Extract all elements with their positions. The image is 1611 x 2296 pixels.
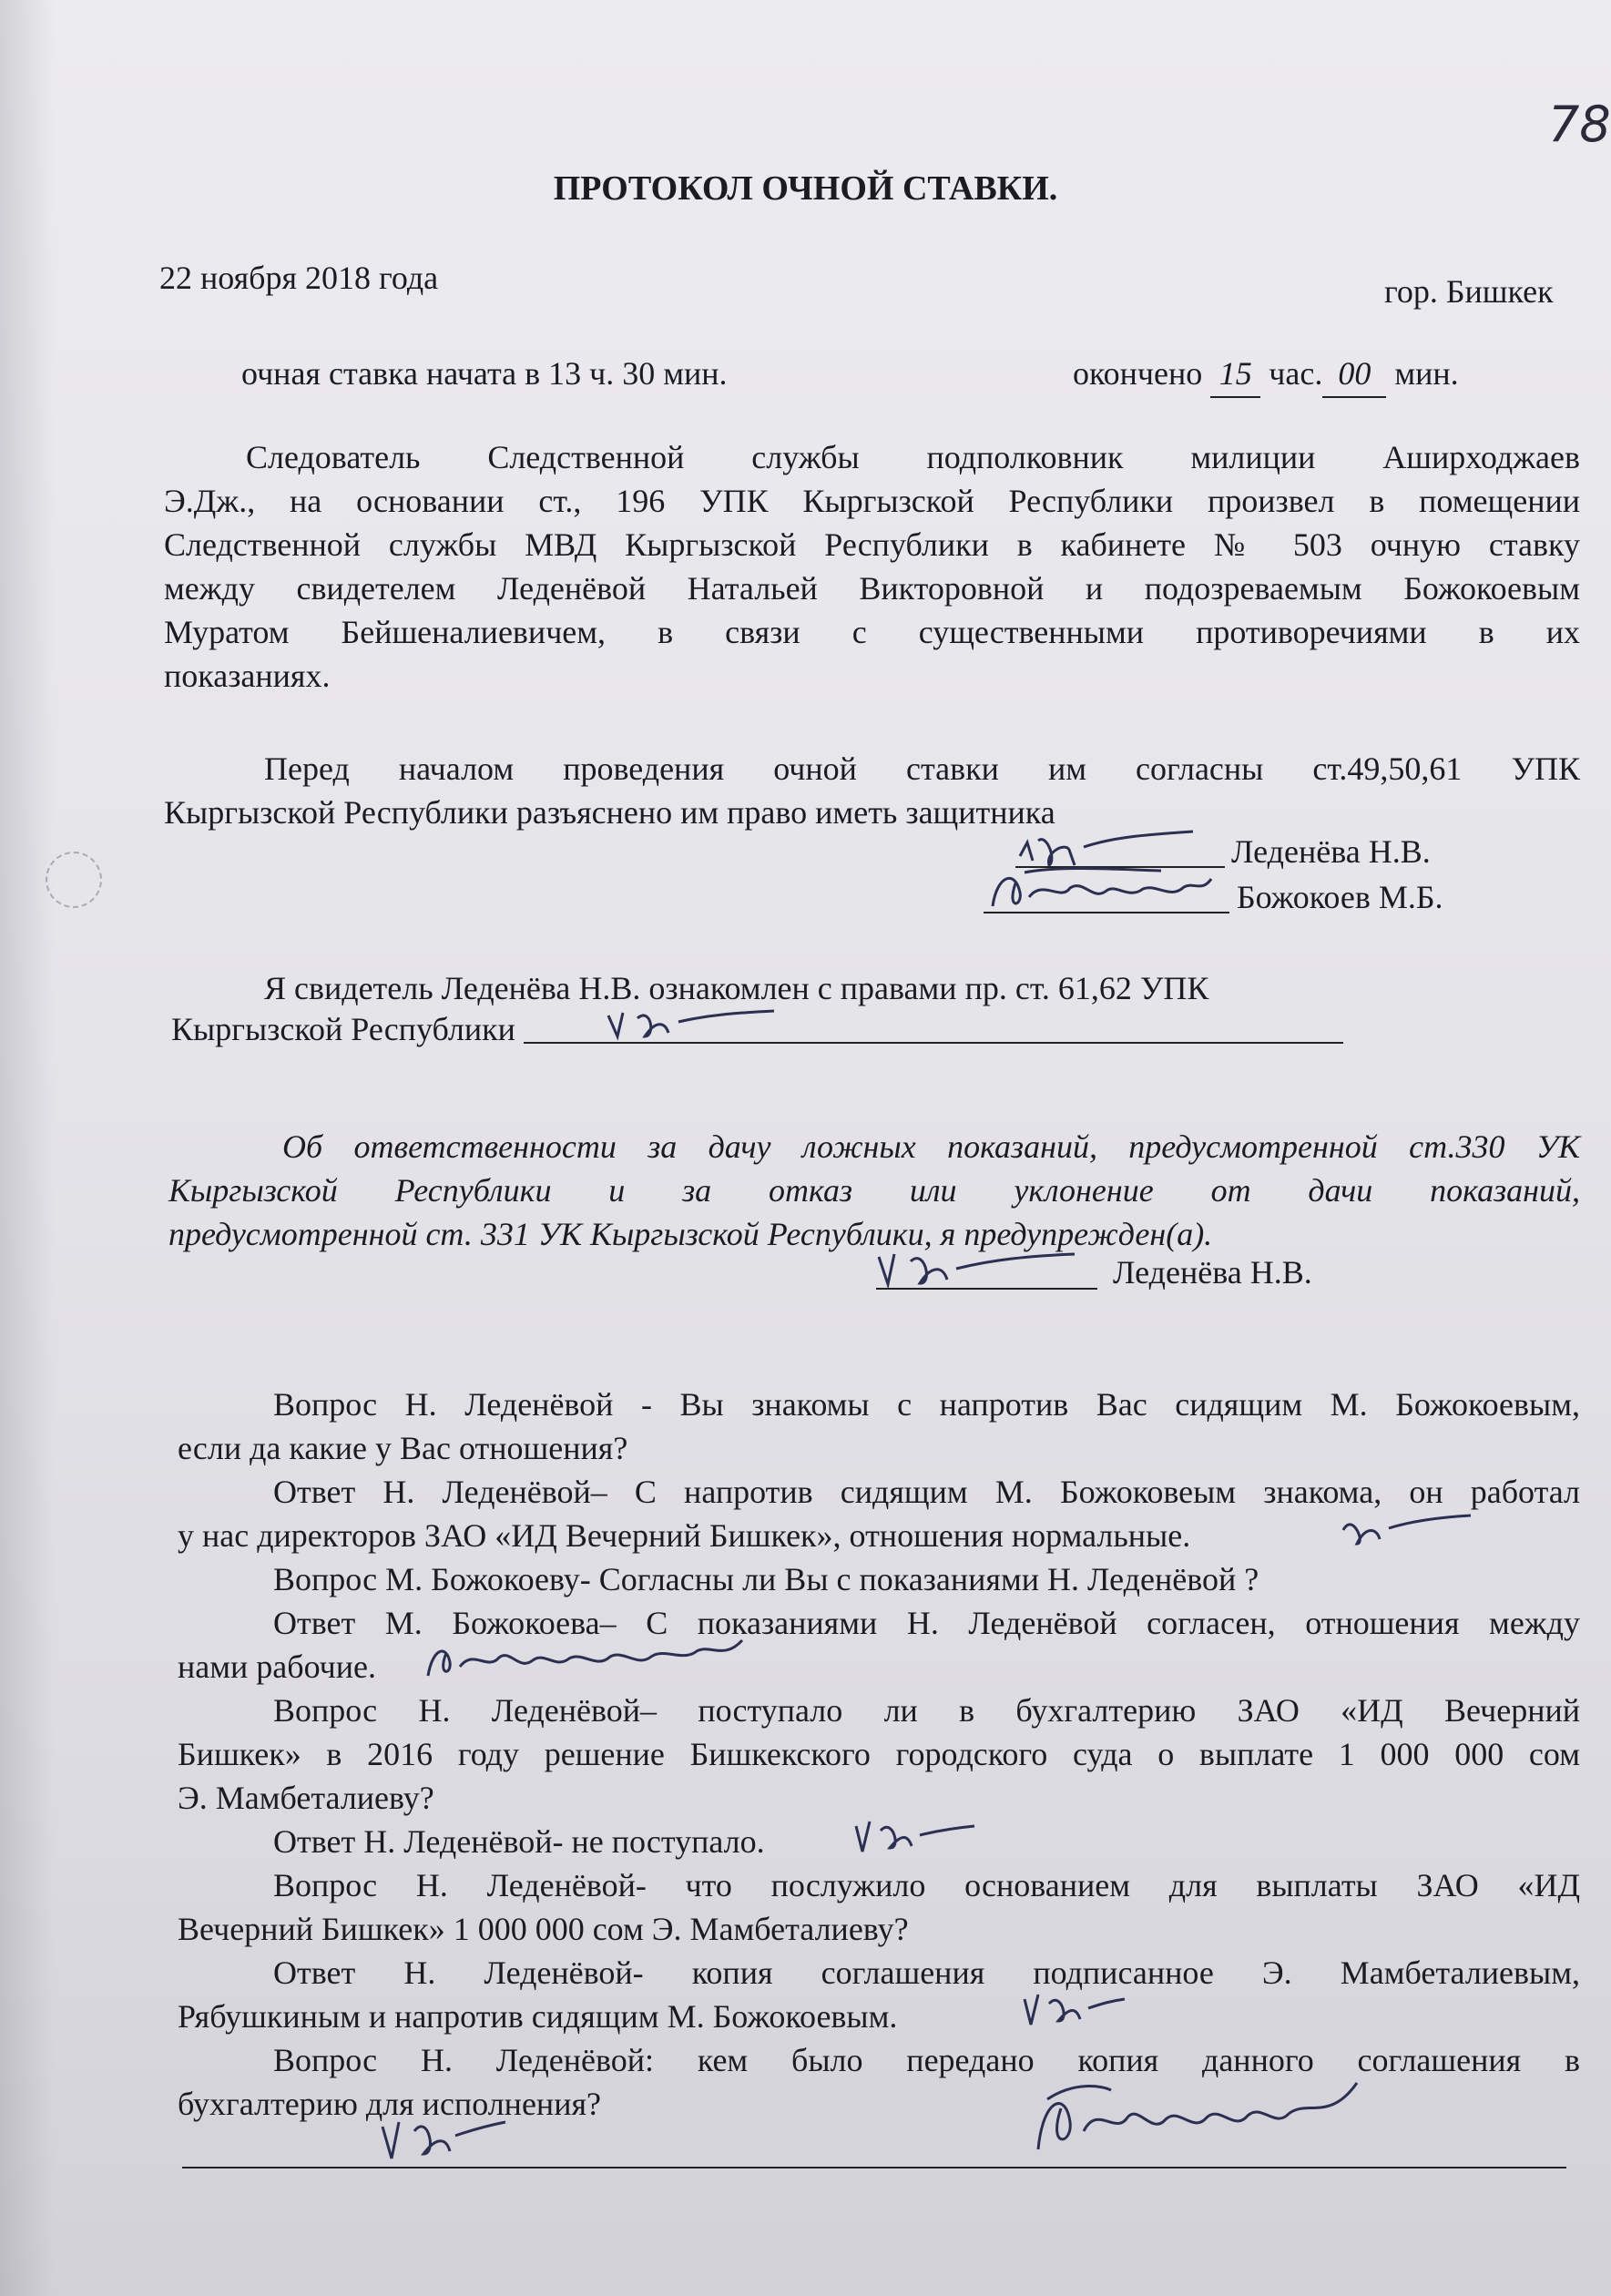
punch-hole-mark [46, 852, 102, 908]
bottom-signature-rule [182, 2167, 1566, 2168]
document-city: гор. Бишкек [1384, 273, 1554, 310]
end-hour-value: 15 [1210, 351, 1260, 398]
intro-line: Следователь Следственной службы подполковник милиции Аширходжаев [246, 439, 1580, 475]
intro-line: показаниях. [164, 658, 331, 694]
ledeneva-signature-6 [1020, 1981, 1129, 2031]
ledeneva-signature-4 [1339, 1503, 1475, 1548]
document-date: 22 ноября 2018 года [159, 260, 439, 296]
bozhokoev-signature-bottom [1020, 2072, 1384, 2163]
page-number: 78 [1548, 96, 1611, 153]
intro-paragraph [164, 435, 1580, 698]
signature-name-bozhokoev: Божокоев М.Б. [1237, 879, 1443, 915]
document-title: ПРОТОКОЛ ОЧНОЙ СТАВКИ. [553, 169, 1058, 208]
page-edge-shadow [0, 0, 55, 2296]
ledeneva-signature-5 [851, 1808, 979, 1858]
rights-line: Перед началом проведения очной ставки им согласны ст.49,50,61 УПК [264, 750, 1580, 787]
bozhokoev-signature-2 [419, 1635, 765, 1685]
bozhokoev-signature-1 [979, 865, 1234, 920]
ledeneva-signature-3 [874, 1243, 1102, 1293]
qa-section [178, 1383, 1580, 2126]
start-time: очная ставка начата в 13 ч. 30 мин. [241, 355, 728, 392]
intro-line: между свидетелем Леденёвой Натальей Викторовной и подозреваемым Божокоевым [164, 570, 1580, 607]
warning-line: предусмотренной ст. 331 УК Кыргызской Республики, я предупрежден(а). [168, 1216, 1213, 1252]
witness-rights-text: Кыргызской Республики [171, 1011, 515, 1047]
qa-line: Вопрос Н. Леденёвой- что послужило основанием для выплаты ЗАО «ИД [273, 1867, 1580, 1903]
qa-line: Вопрос Н. Леденёвой: кем было передано копия данного соглашения в [273, 2042, 1580, 2078]
warning-line: Кыргызской Республики и за отказ или уклонение от дачи показаний, [168, 1172, 1580, 1209]
witness-rights-line: Я свидетель Леденёва Н.В. ознакомлен с правами пр. ст. 61,62 УПК [264, 970, 1209, 1006]
qa-line: у нас директоров ЗАО «ИД Вечерний Бишкек», отношения нормальные. [178, 1517, 1191, 1554]
qa-line: Вопрос М. Божокоеву- Согласны ли Вы с показаниями Н. Леденёвой ? [273, 1561, 1259, 1597]
qa-line: бухгалтерию для исполнения? [178, 2086, 601, 2122]
end-minute-value: 00 [1322, 351, 1386, 398]
end-time-prefix: окончено [1073, 355, 1203, 392]
signature-name-ledeneva-2: Леденёва Н.В. [1113, 1254, 1312, 1291]
ledeneva-signature-bottom [373, 2095, 510, 2163]
signature-name-ledeneva: Леденёва Н.В. [1231, 833, 1431, 870]
rights-line: Кыргызской Республики разъяснено им право иметь защитника [164, 794, 1055, 831]
end-time [1073, 351, 1459, 398]
qa-line: Ответ Н. Леденёвой- копия соглашения подписанное Э. Мамбеталиевым, [273, 1954, 1580, 1991]
qa-line: Вопрос Н. Леденёвой– поступало ли в бухгалтерию ЗАО «ИД Вечерний [273, 1692, 1580, 1729]
qa-line: Ответ Н. Леденёвой– С напротив сидящим М. Божоковеым знакома, он работал [273, 1474, 1580, 1510]
intro-line: Следственной службы МВД Кыргызской Республики в кабинете № 503 очную ставку [164, 526, 1580, 563]
qa-line: нами рабочие. [178, 1648, 377, 1685]
qa-line: Ответ М. Божокоева– С показаниями Н. Леденёвой согласен, отношения между [273, 1605, 1580, 1641]
warning-line: Об ответственности за дачу ложных показаний, предусмотренной ст.330 УК [282, 1128, 1580, 1165]
qa-line: Бишкек» в 2016 году решение Бишкекского городского суда о выплате 1 000 000 сом [178, 1736, 1580, 1772]
end-hour-unit: час. [1269, 355, 1323, 392]
qa-line: Вопрос Н. Леденёвой - Вы знакомы с напротив Вас сидящим М. Божокоевым, [273, 1386, 1580, 1423]
warning-paragraph [168, 1125, 1580, 1256]
intro-line: Э.Дж., на основании ст., 196 УПК Кыргызской Республики произвел в помещении [164, 483, 1580, 519]
intro-line: Муратом Бейшеналиевичем, в связи с существенными противоречиями в их [164, 614, 1580, 650]
rights-paragraph [164, 747, 1580, 834]
qa-line: Вечерний Бишкек» 1 000 000 сом Э. Мамбеталиеву? [178, 1911, 909, 1947]
ledeneva-signature-2 [601, 1002, 783, 1043]
qa-line: если да какие у Вас отношения? [178, 1430, 628, 1466]
qa-line: Рябушкиным и напротив сидящим М. Божокоевым. [178, 1998, 898, 2035]
end-minute-unit: мин. [1394, 355, 1459, 392]
qa-line: Э. Мамбеталиеву? [178, 1780, 434, 1816]
qa-line: Ответ Н. Леденёвой- не поступало. [273, 1823, 765, 1860]
